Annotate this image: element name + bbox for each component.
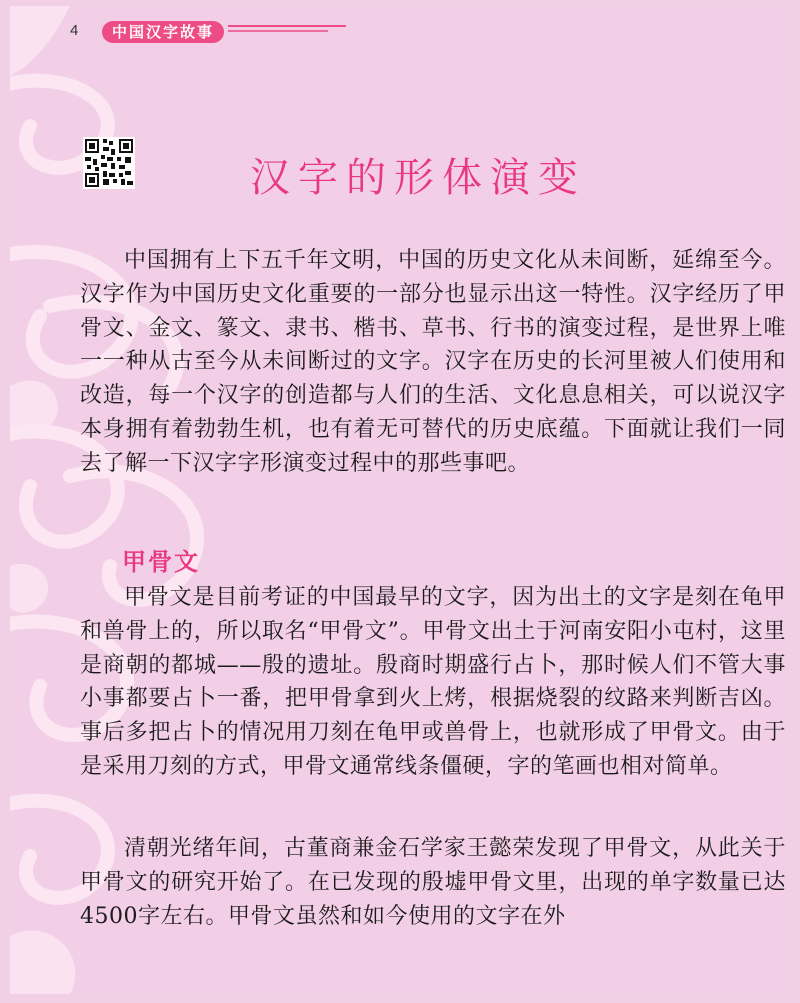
qr-code-icon[interactable] (83, 137, 135, 189)
page-title: 汉字的形体演变 (250, 155, 586, 201)
page-header (10, 16, 790, 46)
running-title: 中国汉字故事 (102, 21, 224, 43)
page-number: 4 (70, 22, 79, 39)
header-ornament (228, 24, 348, 36)
intro-paragraph: 中国拥有上下五千年文明，中国的历史文化从未间断，延绵至今。汉字作为中国历史文化重要的一部分也显示出这一特性。汉字经历了甲骨文、金文、篆文、隶书、楷书、草书、行书的演变过程，是世界上唯一一种从古至今从未间断过的文字。汉字在历史的长河里被人们使用和改造，每一个汉字的创造都与人们的生活、文化息息相关，可以说汉字本身拥有着勃勃生机，也有着无可替代的历史底蕴。下面就让我们一同去了解一下汉字字形演变过程中的那些事吧。 (80, 248, 786, 476)
book-page (10, 6, 790, 994)
section-paragraph-2: 清朝光绪年间，古董商兼金石学家王懿荣发现了甲骨文，从此关于甲骨文的研究开始了。在已发现的殷墟甲骨文里，出现的单字数量已达4500字左右。甲骨文虽然和如今使用的文字在外 (80, 836, 786, 929)
section-paragraph-1: 甲骨文是目前考证的中国最早的文字，因为出土的文字是刻在龟甲和兽骨上的，所以取名“甲骨文”。甲骨文出土于河南安阳小屯村，这里是商朝的都城——殷的遗址。殷商时期盛行占卜，那时候人们不管大事小事都要占卜一番，把甲骨拿到火上烤，根据烧裂的纹路来判断吉凶。事后多把占卜的情况用刀刻在龟甲或兽骨上，也就形成了甲骨文。由于是采用刀刻的方式，甲骨文通常线条僵硬，字的笔画也相对简单。 (80, 585, 786, 779)
section-heading: 甲骨文 (122, 548, 200, 576)
